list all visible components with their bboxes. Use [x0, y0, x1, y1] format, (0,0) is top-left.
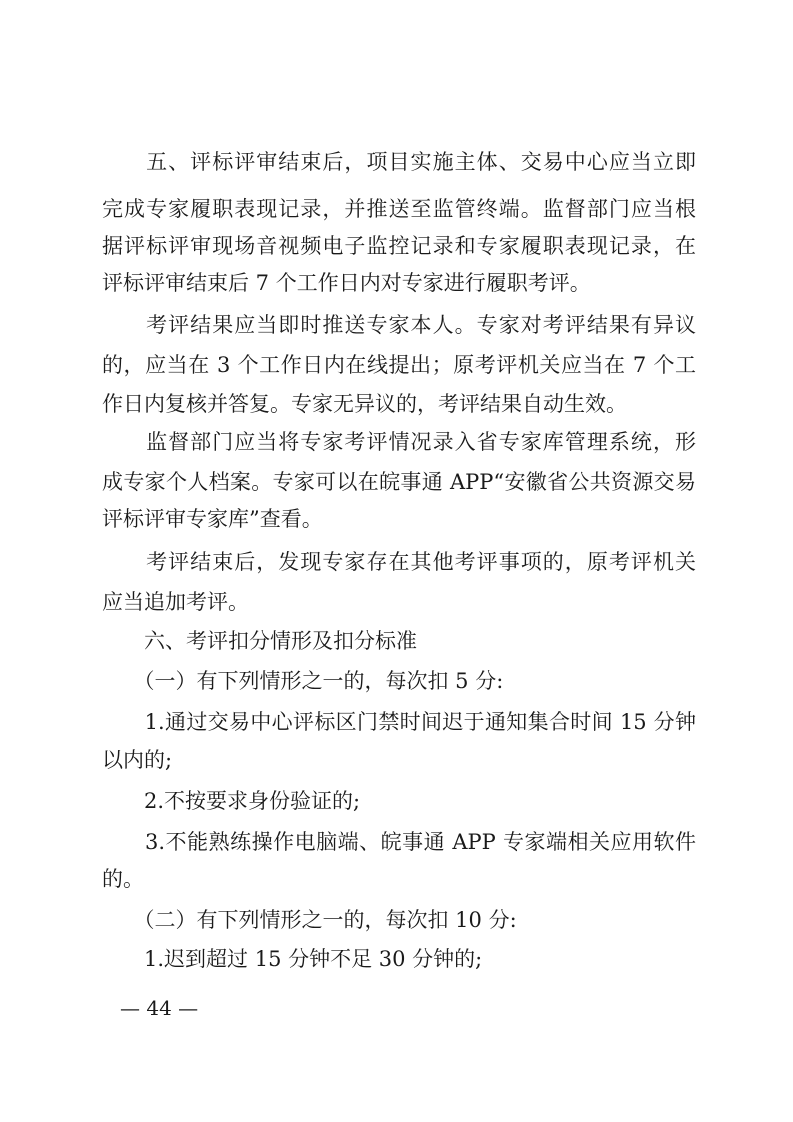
- paragraph-3-line-1: 监督部门应当将专家考评情况录入省专家库管理系统，形: [102, 430, 696, 454]
- paragraph-2-line-3: 作日内复核并答复。专家无异议的，考评结果自动生效。: [102, 392, 627, 416]
- paragraph-1-line-4: 评标评审结束后 7 个工作日内对专家进行履职考评。: [102, 271, 591, 295]
- item-2-line-1: 2.不按要求身份验证的;: [102, 789, 361, 813]
- paragraph-2-line-1: 考评结果应当即时推送专家本人。专家对考评结果有异议: [102, 313, 696, 337]
- subsection-one-heading: （一）有下列情形之一的，每次扣 5 分:: [102, 669, 504, 693]
- paragraph-4-line-1: 考评结束后，发现专家存在其他考评事项的，原考评机关: [102, 550, 696, 574]
- section-heading-six: 六、考评扣分情形及扣分标准: [102, 629, 417, 653]
- page-number: — 44 —: [120, 996, 199, 1020]
- subsection-two-heading: （二）有下列情形之一的，每次扣 10 分:: [102, 908, 517, 932]
- item-1-line-1: 1.通过交易中心评标区门禁时间迟于通知集合时间 15 分钟: [102, 710, 696, 734]
- paragraph-1-line-3: 据评标评审现场音视频电子监控记录和专家履职表现记录，在: [102, 234, 696, 258]
- subsection-two-item-1: 1.迟到超过 15 分钟不足 30 分钟的;: [102, 947, 483, 971]
- paragraph-3-line-3: 评标评审专家库”查看。: [102, 507, 323, 531]
- paragraph-2-line-2: 的，应当在 3 个工作日内在线提出；原考评机关应当在 7 个工: [102, 353, 696, 377]
- paragraph-4-line-2: 应当追加考评。: [102, 590, 249, 614]
- paragraph-1-line-1: 五、评标评审结束后，项目实施主体、交易中心应当立即: [102, 150, 696, 174]
- item-3-line-2: 的。: [102, 867, 144, 891]
- item-1-line-2: 以内的;: [102, 748, 173, 772]
- paragraph-3-line-2: 成专家个人档案。专家可以在皖事通 APP“安徽省公共资源交易: [102, 470, 696, 494]
- paragraph-1-line-2: 完成专家履职表现记录，并推送至监管终端。监督部门应当根: [102, 197, 696, 221]
- item-3-line-1: 3.不能熟练操作电脑端、皖事通 APP 专家端相关应用软件: [102, 830, 696, 854]
